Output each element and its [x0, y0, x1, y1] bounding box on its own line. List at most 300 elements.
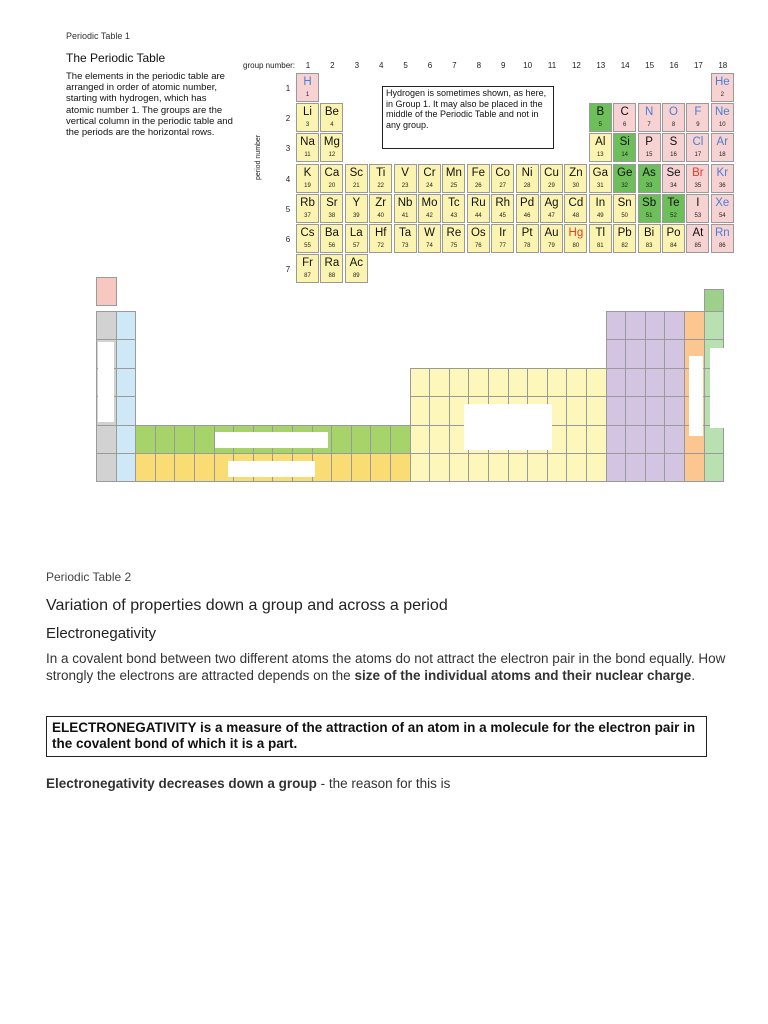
element-cell-fr	[296, 254, 319, 283]
element-cell-re	[442, 224, 465, 253]
element-cell-k	[296, 164, 319, 193]
element-cell-na	[296, 133, 319, 162]
atomic-number: 23	[401, 182, 409, 189]
group-number: 13	[596, 61, 606, 70]
element-cell-i	[686, 194, 709, 223]
block-transition	[429, 453, 450, 482]
element-symbol: Na	[300, 136, 315, 149]
element-cell-s	[662, 133, 685, 162]
element-symbol: K	[303, 166, 312, 179]
element-cell-nb	[394, 194, 417, 223]
electronegativity-definition: ELECTRONEGATIVITY is a measure of the attraction of an atom in a molecule for the electron pair in the covalent bond of which it is a part.	[46, 716, 707, 757]
element-cell-hf	[369, 224, 392, 253]
block-group2	[116, 339, 137, 368]
atomic-number: 28	[523, 182, 531, 189]
element-symbol: Ca	[324, 166, 340, 179]
blank-label-box	[689, 356, 703, 436]
element-symbol: Ra	[324, 257, 340, 270]
group-number: 15	[645, 61, 655, 70]
atomic-number: 83	[645, 243, 653, 249]
atomic-number: 78	[523, 243, 531, 249]
element-symbol: Pb	[617, 227, 632, 239]
element-cell-rh	[491, 194, 514, 223]
element-symbol: Si	[619, 136, 630, 149]
atomic-number: 31	[596, 182, 604, 189]
element-symbol: Bi	[643, 227, 655, 239]
element-symbol: Pt	[521, 227, 533, 239]
group-number: 12	[571, 61, 581, 70]
atomic-number: 33	[645, 182, 653, 189]
group-number: 11	[547, 61, 557, 70]
atomic-number: 21	[352, 182, 360, 189]
atomic-number: 89	[352, 273, 360, 280]
atomic-number: 52	[670, 212, 677, 219]
element-symbol: Kr	[716, 166, 729, 179]
group-number: 2	[330, 61, 335, 70]
element-symbol: Hg	[568, 227, 584, 239]
intro-end: .	[691, 668, 696, 683]
atomic-number: 82	[621, 243, 629, 249]
element-cell-he	[711, 73, 734, 102]
block-p	[606, 396, 627, 425]
element-symbol: I	[696, 196, 700, 209]
element-symbol: Rb	[300, 196, 315, 209]
block-transition	[586, 368, 607, 397]
atomic-number: 26	[474, 182, 482, 189]
element-cell-os	[467, 224, 490, 253]
atomic-number: 44	[474, 212, 482, 219]
block-transition	[429, 368, 450, 397]
atomic-number: 76	[474, 243, 482, 249]
block-p	[645, 396, 666, 425]
element-symbol: Mo	[421, 196, 438, 209]
block-p	[625, 368, 646, 397]
block-p	[645, 339, 666, 368]
element-cell-al	[589, 133, 612, 162]
atomic-number: 85	[694, 243, 702, 249]
atomic-number: 30	[572, 182, 580, 189]
element-cell-p	[638, 133, 661, 162]
blank-label-box	[215, 432, 328, 448]
atomic-number: 35	[694, 182, 702, 189]
block-row-cell	[155, 453, 176, 482]
atomic-number: 9	[696, 122, 700, 129]
block-p	[625, 425, 646, 454]
element-symbol: Ge	[617, 166, 633, 179]
group-number: 16	[669, 61, 679, 70]
atomic-number: 43	[450, 212, 458, 219]
block-transition	[566, 425, 587, 454]
group-number: 17	[693, 61, 703, 70]
element-cell-ru	[467, 194, 490, 223]
atomic-number: 45	[499, 212, 507, 219]
element-symbol: Cu	[544, 166, 559, 179]
page-title: The Periodic Table	[66, 51, 166, 65]
element-symbol: Sn	[617, 196, 632, 209]
element-cell-in	[589, 194, 612, 223]
element-symbol: As	[642, 166, 656, 179]
element-cell-mg	[320, 133, 343, 162]
block-row-cell	[331, 425, 352, 454]
block-p	[625, 311, 646, 340]
group-number: 9	[500, 61, 506, 70]
element-cell-bi	[638, 224, 661, 253]
element-cell-ar	[711, 133, 734, 162]
block-row-cell	[194, 425, 215, 454]
element-cell-li	[296, 103, 319, 132]
element-symbol: Sb	[642, 196, 657, 209]
element-cell-rb	[296, 194, 319, 223]
block-transition	[586, 396, 607, 425]
element-symbol: Ta	[399, 227, 412, 239]
element-symbol: C	[620, 106, 629, 119]
atomic-number: 88	[328, 273, 336, 280]
element-cell-po	[662, 224, 685, 253]
intro-description: The elements in the periodic table are arranged in order of atomic number, starting with hydrogen, which has atomic number 1. The groups are the vertical column in the periodic table and the periods are the horizontal rows.	[66, 71, 233, 139]
block-group18	[704, 453, 725, 482]
atomic-number: 48	[572, 212, 580, 219]
element-symbol: Ag	[544, 196, 559, 209]
element-cell-mo	[418, 194, 441, 223]
atomic-number: 2	[720, 92, 724, 98]
trend-rest: - the reason for this is	[316, 776, 451, 791]
element-symbol: At	[692, 227, 704, 239]
element-cell-ti	[369, 164, 392, 193]
atomic-number: 41	[401, 212, 409, 219]
element-cell-se	[662, 164, 685, 193]
atomic-number: 79	[548, 243, 555, 249]
element-cell-sc	[345, 164, 368, 193]
atomic-number: 42	[426, 212, 433, 219]
block-group2	[116, 311, 137, 340]
atomic-number: 7	[647, 122, 651, 129]
element-cell-kr	[711, 164, 734, 193]
atomic-number: 84	[670, 243, 677, 249]
element-symbol: Y	[352, 196, 361, 209]
element-cell-tl	[589, 224, 612, 253]
block-transition	[488, 453, 509, 482]
element-symbol: He	[714, 76, 730, 88]
block-row-cell	[194, 453, 215, 482]
element-cell-b	[589, 103, 612, 132]
block-row-cell	[351, 453, 372, 482]
block-p	[645, 453, 666, 482]
page-label-2: Periodic Table 2	[46, 570, 132, 584]
atomic-number: 1	[305, 92, 310, 98]
element-symbol: Ne	[714, 106, 730, 119]
block-group17	[684, 453, 705, 482]
group-number: 14	[620, 61, 630, 70]
element-symbol: Ga	[592, 166, 608, 179]
block-transition	[410, 368, 431, 397]
atomic-number: 80	[572, 243, 580, 249]
block-row-cell	[390, 425, 411, 454]
element-symbol: Cs	[300, 227, 315, 239]
atomic-number: 36	[718, 182, 726, 189]
atomic-number: 87	[304, 273, 311, 280]
block-transition	[566, 368, 587, 397]
element-symbol: Ar	[716, 136, 729, 149]
block-p	[645, 368, 666, 397]
block-row-cell	[390, 453, 411, 482]
group-number: 5	[403, 61, 408, 70]
element-symbol: Mg	[323, 136, 340, 149]
electronegativity-intro	[46, 650, 726, 684]
block-group18	[704, 425, 725, 454]
element-cell-sn	[613, 194, 636, 223]
element-symbol: Br	[692, 166, 704, 179]
element-cell-ir	[491, 224, 514, 253]
block-transition	[586, 453, 607, 482]
element-cell-o	[662, 103, 685, 132]
element-symbol: Sc	[349, 166, 363, 179]
block-p	[625, 396, 646, 425]
element-cell-w	[418, 224, 441, 253]
block-transition	[586, 425, 607, 454]
element-cell-xe	[711, 194, 734, 223]
block-transition	[547, 453, 568, 482]
period-number: 2	[285, 114, 291, 124]
block-transition	[488, 368, 509, 397]
section-heading: Variation of properties down a group and across a period	[46, 597, 448, 614]
block-transition	[508, 453, 529, 482]
atomic-number: 15	[645, 152, 653, 159]
element-symbol: Fr	[302, 257, 313, 270]
element-cell-ni	[516, 164, 539, 193]
block-group1	[96, 453, 117, 482]
block-row-cell	[370, 425, 391, 454]
element-cell-mn	[442, 164, 465, 193]
block-p	[664, 453, 685, 482]
atomic-number: 46	[523, 212, 531, 219]
block-p	[606, 453, 627, 482]
element-symbol: Ru	[470, 196, 486, 209]
element-symbol: W	[424, 227, 435, 239]
element-symbol: Ba	[324, 227, 339, 239]
atomic-number: 34	[670, 182, 677, 189]
element-symbol: Tl	[595, 227, 606, 239]
atomic-number: 53	[694, 212, 702, 219]
element-cell-fe	[467, 164, 490, 193]
element-cell-co	[491, 164, 514, 193]
element-symbol: H	[303, 76, 312, 88]
atomic-number: 81	[596, 243, 604, 249]
element-symbol: Cd	[568, 196, 584, 209]
element-symbol: Tc	[448, 196, 460, 209]
element-cell-ta	[394, 224, 417, 253]
element-cell-y	[345, 194, 368, 223]
block-transition	[429, 396, 450, 425]
block-p	[606, 368, 627, 397]
element-cell-n	[638, 103, 661, 132]
block-p	[606, 425, 627, 454]
block-group2	[116, 425, 137, 454]
element-symbol: Co	[495, 166, 511, 179]
atomic-number: 19	[304, 182, 311, 189]
element-cell-hg	[564, 224, 587, 253]
block-row-cell	[135, 453, 156, 482]
atomic-number: 47	[548, 212, 555, 219]
element-symbol: Se	[666, 166, 681, 179]
atomic-number: 3	[305, 122, 310, 129]
element-cell-v	[394, 164, 417, 193]
atomic-number: 25	[450, 182, 458, 189]
block-row-cell	[351, 425, 372, 454]
element-cell-si	[613, 133, 636, 162]
block-group2	[116, 368, 137, 397]
element-cell-f	[686, 103, 709, 132]
group-number: 3	[354, 61, 360, 70]
block-transition	[566, 396, 587, 425]
atomic-number: 8	[671, 122, 676, 129]
block-p	[664, 339, 685, 368]
element-cell-ag	[540, 194, 563, 223]
trend-emphasis: Electronegativity decreases down a group	[46, 776, 317, 791]
element-cell-ra	[320, 254, 343, 283]
electronegativity-heading: Electronegativity	[46, 625, 157, 642]
element-cell-zr	[369, 194, 392, 223]
atomic-number: 56	[328, 243, 336, 249]
atomic-number: 14	[621, 152, 629, 159]
block-row-cell	[155, 425, 176, 454]
element-symbol: F	[694, 106, 702, 119]
atomic-number: 77	[499, 243, 507, 249]
atomic-number: 16	[670, 152, 677, 159]
element-cell-sr	[320, 194, 343, 223]
element-symbol: La	[349, 227, 363, 239]
element-symbol: Os	[470, 227, 486, 239]
element-cell-cr	[418, 164, 441, 193]
atomic-number: 6	[623, 122, 627, 129]
block-transition	[508, 368, 529, 397]
element-symbol: Rn	[714, 227, 730, 239]
intro-emphasis: size of the individual atoms and their nuclear charge	[354, 668, 692, 683]
element-cell-br	[686, 164, 709, 193]
block-transition	[468, 453, 489, 482]
element-cell-cd	[564, 194, 587, 223]
element-symbol: Pd	[520, 196, 535, 209]
blank-label-box	[228, 461, 315, 477]
element-symbol: Hf	[374, 227, 387, 239]
atomic-number: 18	[718, 152, 726, 159]
group-number: 7	[452, 61, 457, 70]
element-symbol: Al	[595, 136, 606, 149]
element-cell-cl	[686, 133, 709, 162]
block-p	[625, 339, 646, 368]
block-transition	[468, 368, 489, 397]
blank-label-box	[710, 348, 724, 428]
block-transition	[449, 368, 470, 397]
atomic-number: 57	[352, 243, 360, 249]
atomic-number: 40	[377, 212, 385, 219]
element-cell-be	[320, 103, 343, 132]
block-p	[645, 425, 666, 454]
block-p	[664, 368, 685, 397]
block-p	[645, 311, 666, 340]
element-symbol: Cr	[423, 166, 436, 179]
period-number: 6	[285, 235, 291, 244]
period-number: 5	[285, 204, 291, 214]
element-symbol: O	[669, 106, 678, 119]
element-symbol: Li	[303, 106, 312, 119]
element-symbol: Au	[544, 227, 559, 239]
atomic-number: 86	[718, 243, 726, 249]
blank-label-box	[98, 342, 114, 422]
atomic-number: 20	[328, 182, 336, 189]
atomic-number: 22	[377, 182, 385, 189]
atomic-number: 39	[352, 212, 360, 219]
element-symbol: B	[596, 106, 605, 119]
element-symbol: V	[401, 166, 409, 179]
element-cell-ac	[345, 254, 368, 283]
element-symbol: Be	[324, 106, 339, 119]
group-number: 1	[305, 61, 311, 70]
element-symbol: Rh	[495, 196, 511, 209]
element-cell-sb	[638, 194, 661, 223]
element-symbol: Sr	[326, 196, 338, 209]
atomic-number: 32	[621, 182, 629, 189]
element-cell-ne	[711, 103, 734, 132]
page-label: Periodic Table 1	[66, 31, 130, 41]
atomic-number: 54	[718, 212, 726, 219]
element-symbol: In	[595, 196, 606, 209]
block-transition	[566, 453, 587, 482]
block-row-cell	[174, 425, 195, 454]
element-cell-ga	[589, 164, 612, 193]
group-number: 6	[427, 61, 433, 70]
block-transition	[429, 425, 450, 454]
element-symbol: S	[669, 136, 678, 149]
period-number: 3	[285, 144, 291, 154]
atomic-number: 29	[548, 182, 555, 189]
block-transition	[410, 425, 431, 454]
atomic-number: 37	[304, 212, 311, 219]
electronegativity-trend	[46, 776, 450, 791]
block-group17	[684, 311, 705, 340]
element-cell-as	[638, 164, 661, 193]
block-row-cell	[370, 453, 391, 482]
element-symbol: Te	[667, 196, 680, 209]
atomic-number: 5	[598, 122, 602, 129]
group-number: 10	[523, 61, 533, 70]
element-cell-au	[540, 224, 563, 253]
element-cell-zn	[564, 164, 587, 193]
block-transition	[547, 368, 568, 397]
element-cell-c	[613, 103, 636, 132]
period-number: 4	[285, 174, 291, 184]
element-symbol: N	[644, 106, 654, 119]
element-symbol: Ir	[499, 227, 507, 239]
group-number: 8	[476, 61, 482, 70]
block-p	[606, 311, 627, 340]
blank-label-box	[464, 404, 552, 450]
period-number: 1	[285, 84, 291, 93]
element-symbol: Ni	[521, 166, 533, 179]
element-cell-la	[345, 224, 368, 253]
element-cell-ge	[613, 164, 636, 193]
element-cell-pt	[516, 224, 539, 253]
block-p	[664, 311, 685, 340]
element-symbol: Mn	[445, 166, 462, 179]
block-p	[625, 453, 646, 482]
block-p	[606, 339, 627, 368]
atomic-number: 38	[328, 212, 336, 219]
element-symbol: Ac	[349, 257, 363, 270]
atomic-number: 74	[426, 243, 433, 249]
atomic-number: 13	[596, 152, 604, 159]
block-transition	[527, 368, 548, 397]
group-number: 4	[378, 61, 384, 70]
